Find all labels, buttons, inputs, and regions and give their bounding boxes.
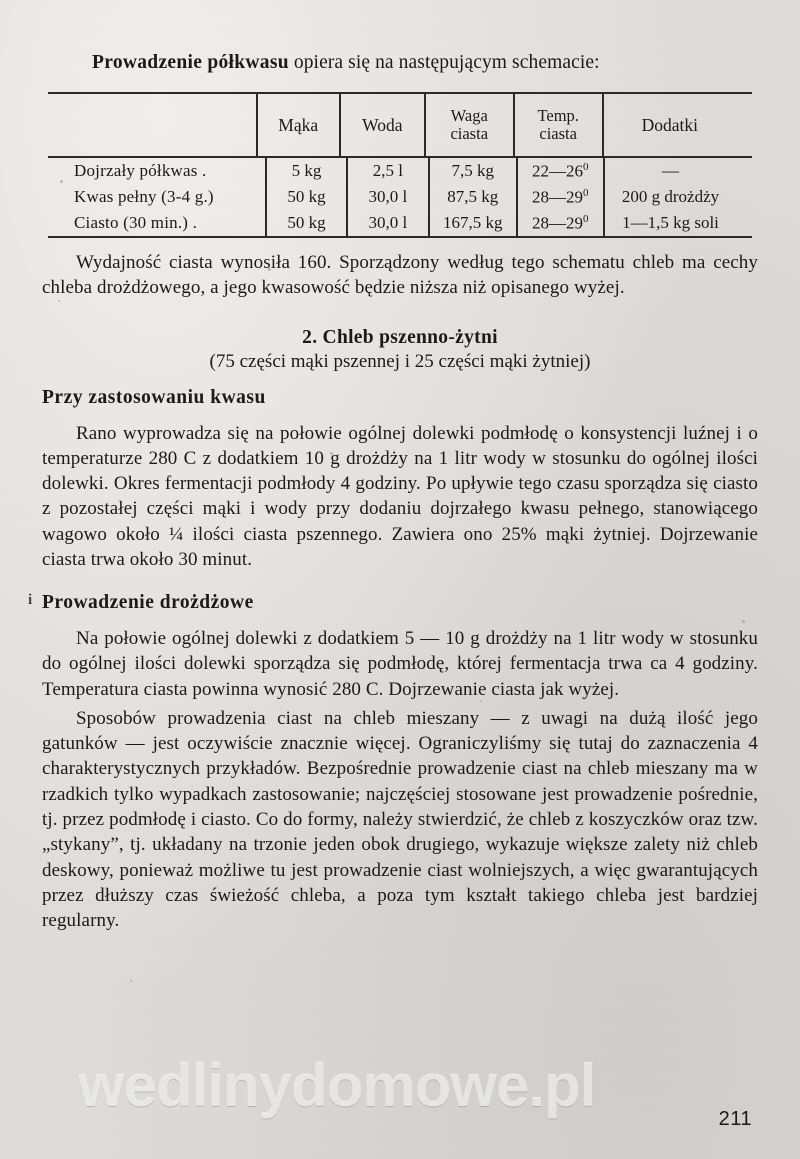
row3-dodatki: 1—1,5 kg soli (604, 210, 736, 236)
row3-maka: 50 kg (266, 210, 346, 236)
page-title-bold: Prowadzenie półkwasu (92, 52, 289, 73)
row1-woda: 2,5 l (347, 158, 429, 184)
schema-table-body (64, 158, 736, 236)
row1-temp-degree: 0 (583, 160, 589, 173)
subsection-title-kwas: Przy zastosowaniu kwasu (42, 386, 266, 408)
subsection-title-drozdzowe-text: Prowadzenie drożdżowe (42, 592, 254, 614)
row3-label: Ciasto (30 min.) . (74, 213, 198, 232)
page-number: 211 (718, 1108, 752, 1130)
row2-waga: 87,5 kg (429, 184, 517, 210)
paragraph-drozdzowe-body: Na połowie ogólnej dolewki z dodatkiem 5 — 10 g drożdży na 1 litr wody w stosunku do ogólnej ilości dolewki sporządza się podmłodę, której fermentacja trwa ca 4 godziny. Temperatura ciasta powinna wynosić 280 C. Dojrzewanie ciasta jak wyżej. (42, 628, 758, 700)
header-cell-dodatki: Dodatki (603, 94, 736, 156)
header-waga-line1: Waga (450, 105, 488, 125)
row2-temp (517, 184, 604, 210)
header-cell-maka: Mąka (257, 94, 340, 156)
header-cell-woda: Woda (340, 94, 425, 156)
page-title-rest: opiera się na następującym schemacie: (288, 52, 600, 73)
header-cell-empty (64, 94, 257, 156)
section-subtitle: (75 części mąki pszennej i 25 części mąki żytniej) (209, 350, 591, 372)
table-row (64, 184, 736, 210)
paragraph-kwas-body: Rano wyprowadza się na połowie ogólnej dolewki podmłodę o konsystencji luźnej i o temperaturze 280 C z dodatkiem 10 g drożdży na 1 litr wody w stosunku do ogólnej ilości dolewki. Okres fermentacji podmłody 4 godziny. Po upływie tego czasu sporządza się ciasto z pozostałej części mąki i wody przy dodaniu dojrzałego kwasu pełnego, stanowiącego wagowo około ¼ ilości ciasta pszennego. Zawiera ono 25% mąki żytniej. Dojrzewanie ciasta trwa około 30 minut. (42, 422, 758, 570)
row2-maka: 50 kg (266, 184, 346, 210)
row1-dodatki: — (604, 158, 736, 184)
row2-temp-value: 28—29 (532, 187, 584, 207)
margin-mark: i (28, 592, 33, 609)
table-bottom-rule (48, 236, 752, 238)
row1-waga: 7,5 kg (429, 158, 517, 184)
table-row (64, 158, 736, 184)
row3-temp-degree: 0 (583, 212, 589, 225)
row1-label: Dojrzały półkwas . (74, 161, 207, 180)
header-cell-waga-ciasta (425, 94, 514, 156)
page-title (42, 52, 758, 74)
paragraph-after-table: Wydajność ciasta wynosiła 160. Sporządzony według tego schematu chleb ma cechy chleba drożdżowego, a jego kwasowość będzie niższa niż opisanego wyżej. (42, 252, 758, 299)
row2-temp-degree: 0 (583, 186, 589, 199)
page-content (28, 52, 758, 933)
subsection-title-drozdzowe (28, 592, 758, 614)
header-waga-line2: ciasta (450, 124, 489, 143)
table-row (64, 210, 736, 236)
row2-dodatki: 200 g drożdży (604, 184, 736, 210)
header-cell-temp-ciasta (514, 94, 603, 156)
watermark: wedlinydomowe.pl (78, 1052, 596, 1119)
section-title: 2. Chleb pszenno-żytni (302, 326, 498, 348)
table-header-row (64, 94, 736, 156)
schema-table-wrapper (42, 92, 758, 238)
schema-table (64, 94, 736, 156)
row2-woda: 30,0 l (347, 184, 429, 210)
row3-waga: 167,5 kg (429, 210, 517, 236)
row3-woda: 30,0 l (347, 210, 429, 236)
row1-maka: 5 kg (266, 158, 346, 184)
header-temp-line1: Temp. (537, 105, 579, 125)
row3-temp (517, 210, 604, 236)
row3-temp-value: 28—29 (532, 213, 584, 233)
row1-temp-value: 22—26 (532, 161, 584, 181)
paragraph-summary-body: Sposobów prowadzenia ciast na chleb mieszany — z uwagi na dużą ilość jego gatunków — jest oczywiście znacznie więcej. Ograniczyliśmy się tutaj do zaznaczenia 4 charakterystycznych przykładów. Bezpośrednie prowadzenie ciast na chleb mieszany ma w rzadkich tylko wypadkach zastosowanie; najczęściej stosowane jest prowadzenie pośrednie, tj. przez podmłodę i ciasto. Co do formy, należy stwierdzić, że chleb z koszyczków oraz tzw. „stykany”, tj. układany na trzonie jeden obok drugiego, wykazuje większe zalety niż chleb deskowy, ponieważ możliwe tu jest prowadzenie ciast wolniejszych, a więc gwarantujących przez dłuższy czas świeżość chleba, a poza tym kształt takiego chleba jest bardziej regularny. (42, 707, 758, 932)
header-temp-line2: ciasta (539, 124, 577, 143)
row2-label: Kwas pełny (3-4 g.) (74, 187, 214, 206)
row1-temp (517, 158, 604, 184)
